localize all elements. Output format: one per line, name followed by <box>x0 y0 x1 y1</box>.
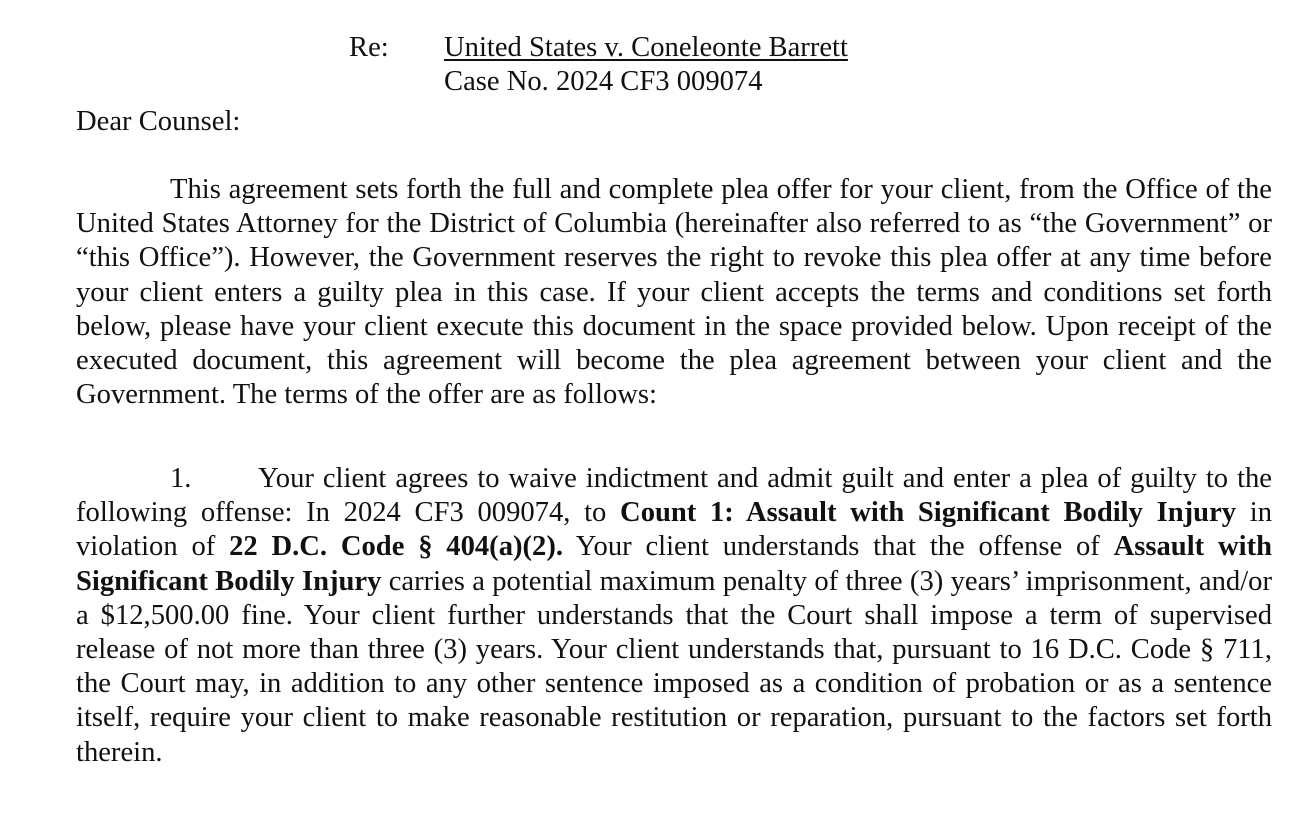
item-text: Your client understands that the offense of <box>563 531 1114 563</box>
re-lines <box>444 31 848 99</box>
statute-citation: 22 D.C. Code § 404(a)(2). <box>229 531 564 563</box>
item-text: carries a potential maximum penalty of three (3) years’ imprisonment, and/or a $12,500.00 fine. Your client further understands that the Court shall impose a term of supervised release of not more than three (3) years. Your client understands that, pursuant to 16 D.C. Code § 711, the Court may, in addition to any other sentence imposed as a condition of probation or as a sentence itself, require your client to make reasonable restitution or reparation, pursuant to the factors set forth therein. <box>76 565 1272 768</box>
item-text: Your client agrees to waive indictment and admit guilt and enter a plea of guilty to the following offense: In 2024 CF3 009074, to <box>76 463 1272 529</box>
case-name: United States v. Coneleonte Barrett <box>444 32 848 63</box>
item-1-paragraph <box>76 462 1272 770</box>
re-label: Re: <box>349 32 389 63</box>
case-number: Case No. 2024 CF3 009074 <box>444 66 763 97</box>
offense-name: Assault with Significant Bodily Injury <box>76 531 1272 597</box>
salutation: Dear Counsel: <box>76 106 241 137</box>
count-charge: Count 1: Assault with Significant Bodily Injury <box>620 497 1237 529</box>
item-text: in violation of <box>76 497 1272 563</box>
intro-paragraph-text: This agreement sets forth the full and complete plea offer for your client, from the Office of the United States Attorney for the District of Columbia (hereinafter also referred to as “the Government” or “this Office”). However, the Government reserves the right to revoke this plea offer at any time before your client enters a guilty plea in this case. If your client accepts the terms and conditions set forth below, please have your client execute this document in the space provided below. Upon receipt of the executed document, this agreement will become the plea agreement between your client and the Government. The terms of the offer are as follows: <box>76 174 1272 411</box>
intro-paragraph <box>76 173 1272 412</box>
item-number: 1. <box>170 463 192 494</box>
